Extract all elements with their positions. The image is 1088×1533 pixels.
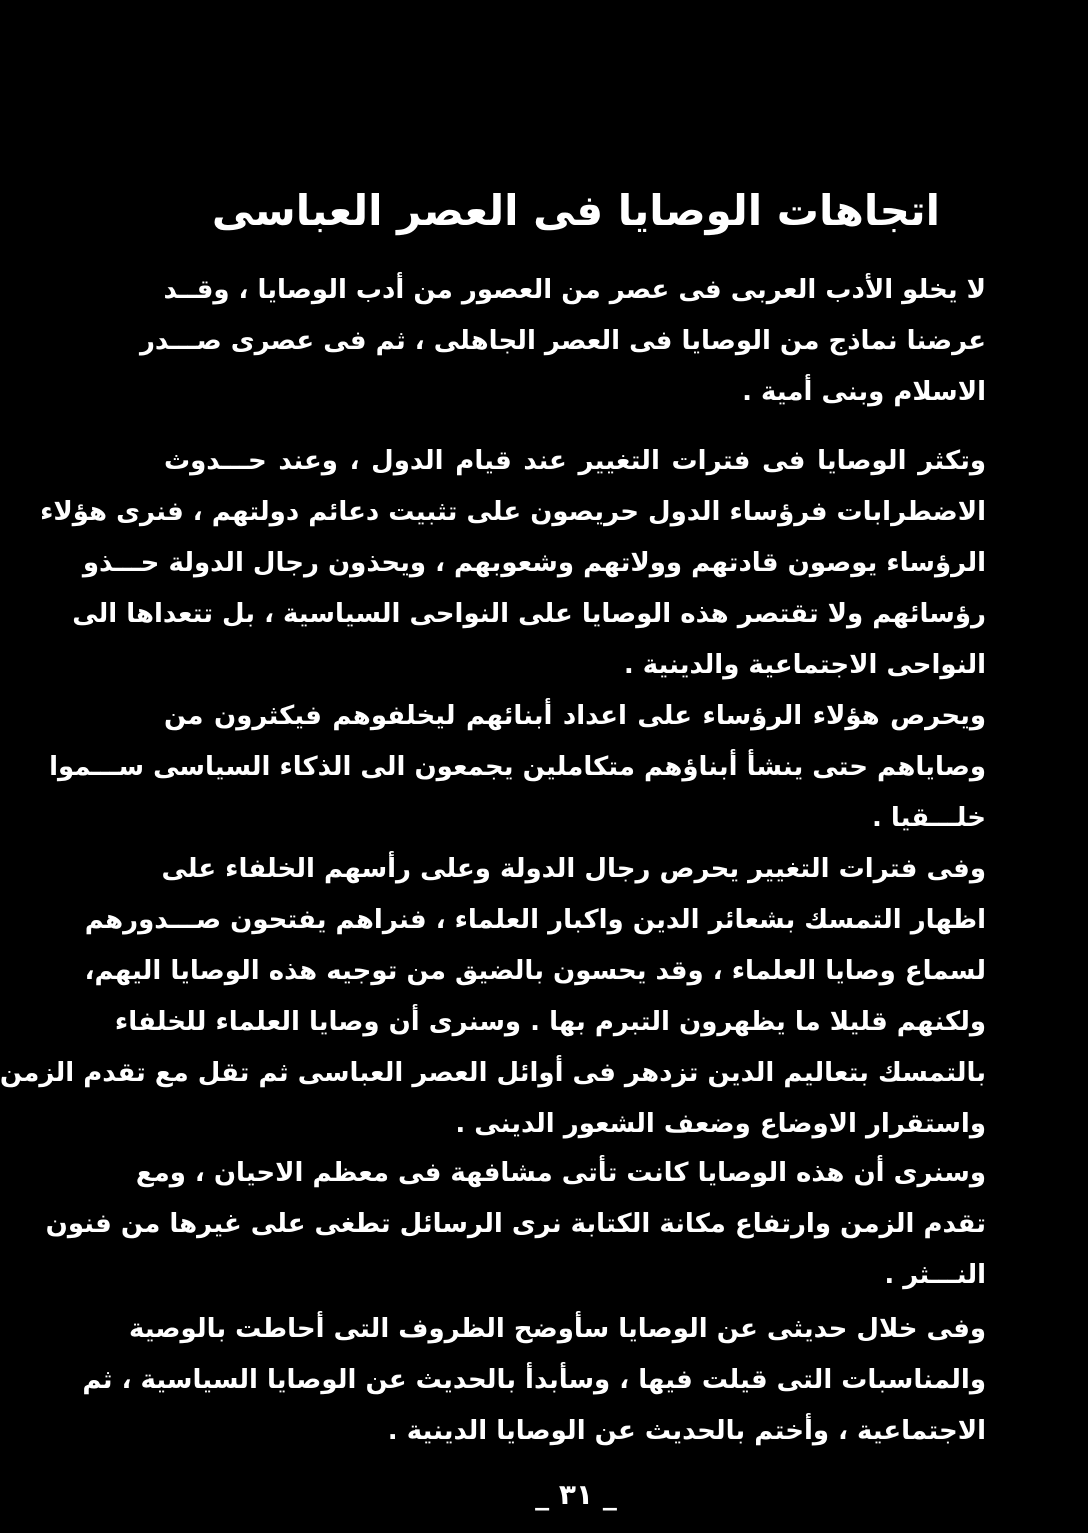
- text-line: النـــثر .: [884, 1260, 986, 1290]
- text-line: لسماع وصايا العلماء ، وقد يحسون بالضيق من توجيه هذه الوصايا اليهم،: [84, 956, 986, 986]
- text-line: خلـــقيا .: [871, 803, 986, 833]
- text-line: لا يخلو الأدب العربى فى عصر من العصور من أدب الوصايا ، وقــد: [163, 275, 986, 305]
- text-line: وتكثر الوصايا فى فترات التغيير عند قيام الدول ، وعند حـــدوث: [164, 446, 986, 476]
- paragraph-5: [45, 1148, 986, 1301]
- text-line: الرؤساء يوصون قادتهم وولاتهم وشعوبهم ، ويحذون رجال الدولة حـــذو: [82, 548, 986, 578]
- paragraph-4: [0, 844, 986, 1150]
- text-line: الاجتماعية ، وأختم بالحديث عن الوصايا الدينية .: [387, 1416, 986, 1446]
- text-line: الاضطرابات فرؤساء الدول حريصون على تثبيت دعائم دولتهم ، فنرى هؤلاء: [40, 497, 986, 527]
- text-line: وفى فترات التغيير يحرص رجال الدولة وعلى رأسهم الخلفاء على: [161, 854, 986, 884]
- paragraph-3: [49, 691, 986, 844]
- paragraph-1: [139, 265, 986, 418]
- text-line: وسنرى أن هذه الوصايا كانت تأتى مشافهة فى معظم الاحيان ، ومع: [135, 1158, 986, 1188]
- paragraph-6: [82, 1304, 986, 1457]
- text-line: ولكنهم قليلا ما يظهرون التبرم بها . وسنرى أن وصايا العلماء للخلفاء: [114, 1007, 986, 1037]
- text-line: بالتمسك بتعاليم الدين تزدهر فى أوائل العصر العباسى ثم تقل مع تقدم الزمن: [0, 1058, 986, 1088]
- text-line: عرضنا نماذج من الوصايا فى العصر الجاهلى ، ثم فى عصرى صـــدر: [139, 326, 986, 356]
- paragraph-2: [40, 436, 986, 691]
- text-line: الاسلام وبنى أمية .: [742, 377, 986, 407]
- text-line: تقدم الزمن وارتفاع مكانة الكتابة نرى الرسائل تطغى على غيرها من فنون: [45, 1209, 986, 1239]
- text-line: واستقرار الاوضاع وضعف الشعور الدينى .: [455, 1109, 986, 1139]
- text-line: رؤسائهم ولا تقتصر هذه الوصايا على النواحى السياسية ، بل تتعداها الى: [72, 599, 986, 629]
- text-line: والمناسبات التى قيلت فيها ، وسأبدأ بالحديث عن الوصايا السياسية ، ثم: [82, 1365, 986, 1395]
- chapter-title: اتجاهات الوصايا فى العصر العباسى: [211, 186, 941, 235]
- text-line: وصاياهم حتى ينشأ أبناؤهم متكاملين يجمعون الى الذكاء السياسى ســـموا: [49, 752, 986, 782]
- text-line: اظهار التمسك بشعائر الدين واكبار العلماء ، فنراهم يفتحون صـــدورهم: [84, 905, 986, 935]
- text-line: النواحى الاجتماعية والدينية .: [623, 650, 986, 680]
- text-line: وفى خلال حديثى عن الوصايا سأوضح الظروف التى أحاطت بالوصية: [129, 1314, 986, 1344]
- page-number: _ ٣١ _: [535, 1478, 617, 1511]
- text-line: ويحرص هؤلاء الرؤساء على اعداد أبنائهم ليخلفوهم فيكثرون من: [164, 701, 986, 731]
